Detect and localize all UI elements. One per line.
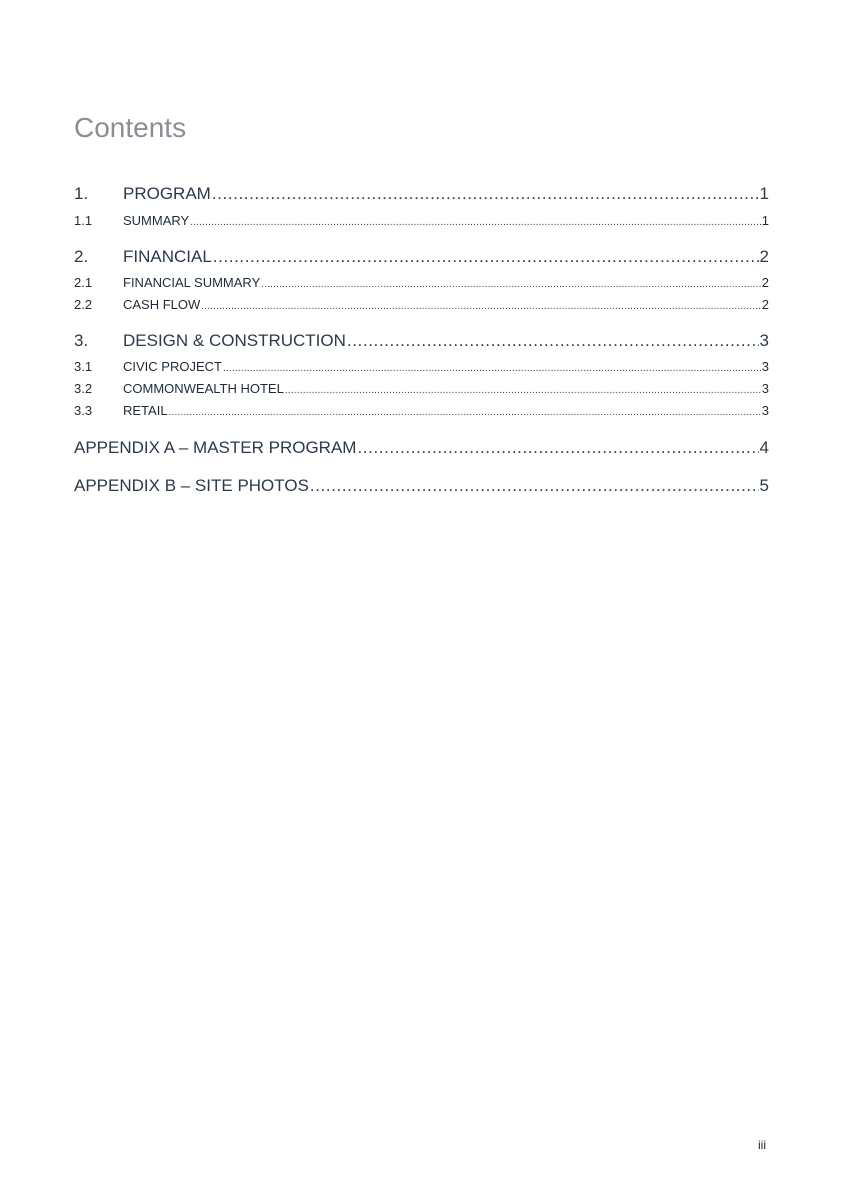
- toc-entry-label: APPENDIX B – SITE PHOTOS: [74, 476, 309, 495]
- dot-leader: [285, 381, 761, 396]
- toc-entry-number: 2.: [74, 247, 89, 266]
- toc-entry-label: FINANCIAL SUMMARY: [123, 275, 261, 290]
- toc-entry-page: 3: [761, 381, 769, 396]
- dot-leader: [190, 213, 761, 228]
- toc-entry-number: 2.1: [74, 275, 93, 290]
- dot-leader: [201, 297, 760, 312]
- toc-entry-page: 5: [759, 476, 769, 495]
- toc-entry-number: 3.2: [74, 381, 93, 396]
- toc-entry-appendix-a[interactable]: [74, 438, 769, 458]
- toc-entry-label: COMMONWEALTH HOTEL: [123, 381, 284, 396]
- dot-leader: [223, 359, 761, 374]
- toc-entry-cash-flow[interactable]: [74, 297, 769, 312]
- toc-entry-label: APPENDIX A – MASTER PROGRAM: [74, 438, 357, 457]
- dot-leader: [310, 476, 759, 496]
- toc-entry-financial-summary[interactable]: [74, 275, 769, 290]
- dot-leader: [169, 403, 761, 418]
- toc-entry-page: 3: [761, 403, 769, 418]
- toc-entry-number: 2.2: [74, 297, 93, 312]
- toc-entry-label: RETAIL: [123, 403, 168, 418]
- page-number: iii: [758, 1138, 766, 1152]
- toc-entry-page: 1: [761, 213, 769, 228]
- toc-entry-number: 1.1: [74, 213, 93, 228]
- dot-leader: [212, 184, 759, 204]
- toc-entry-number: 1.: [74, 184, 89, 203]
- toc-entry-number: 3.3: [74, 403, 93, 418]
- toc-entry-retail[interactable]: [74, 403, 769, 418]
- toc-entry-label: SUMMARY: [123, 213, 190, 228]
- toc-entry-page: 2: [761, 297, 769, 312]
- toc-entry-civic-project[interactable]: [74, 359, 769, 374]
- dot-leader: [357, 438, 758, 458]
- toc-entry-summary[interactable]: [74, 213, 769, 228]
- toc-entry-label: CIVIC PROJECT: [123, 359, 222, 374]
- toc-entry-number: 3.: [74, 331, 89, 350]
- dot-leader: [213, 247, 759, 267]
- toc-entry-label: DESIGN & CONSTRUCTION: [123, 331, 346, 350]
- toc-entry-design-construction[interactable]: [74, 331, 769, 351]
- page-title: Contents: [74, 112, 187, 143]
- dot-leader: [261, 275, 761, 290]
- toc-entry-label: FINANCIAL: [123, 247, 212, 266]
- toc-entry-label: CASH FLOW: [123, 297, 201, 312]
- toc-entry-page: 2: [761, 275, 769, 290]
- dot-leader: [347, 331, 759, 351]
- toc-entry-commonwealth-hotel[interactable]: [74, 381, 769, 396]
- toc-entry-page: 3: [761, 359, 769, 374]
- toc-entry-financial[interactable]: [74, 247, 769, 267]
- toc-entry-program[interactable]: [74, 184, 769, 204]
- toc-entry-label: PROGRAM: [123, 184, 211, 203]
- toc-entry-page: 1: [759, 184, 769, 203]
- toc-entry-page: 3: [759, 331, 769, 350]
- toc-entry-page: 4: [759, 438, 769, 457]
- toc-entry-appendix-b[interactable]: [74, 476, 769, 496]
- toc-entry-page: 2: [759, 247, 769, 266]
- toc-entry-number: 3.1: [74, 359, 93, 374]
